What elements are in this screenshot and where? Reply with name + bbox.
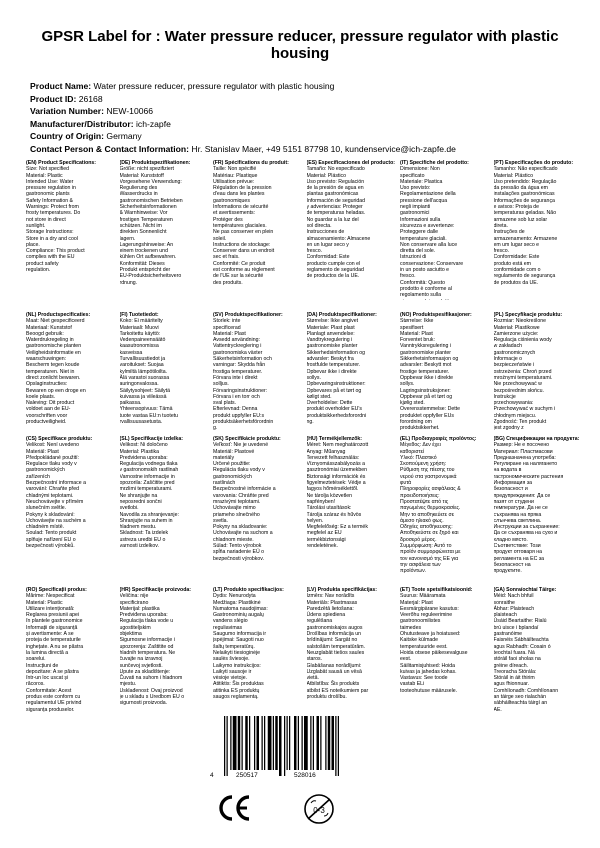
barcode-bar (224, 716, 225, 776)
barcode-bar (275, 716, 278, 770)
product-id-row: Product ID: 26168 (30, 93, 103, 104)
spec-da: (DA) Produktspecifikationer: Størrelse: Ikke angivet Materiale: Plast plast Planlagt anvendelse: Vandtrykregulering i gastronomiske planter Sikkerhedsinformation og advarsler: Beskyt fra frostfulde temperaturer. Opbevar ikke i direkte sollys. Opbevaringsinstruktioner: Opbevares på et tørt og køligt sted. Overholdelse: Dette produkt overholder EU's produktsikkerhedsforordni ng. (306, 312, 377, 426)
spec-el: (EL) Προδιαγραφές προϊόντος: Μέγεθος: Δεν έχει καθοριστεί Υλικό: Πλαστικό Σκοπούμενη χρήση: Ρύθμιση της πίεσης του νερού στα γαστρονομικά φυτά Πληροφορίες ασφάλειας & προειδοποιήσεις: Προστατέψτε από τις παγωμένες θερμοκρασίες. Μην το αποθηκεύετε σε άμεσο ηλιακό φως. Οδηγίες αποθήκευσης: Αποθηκεύστε σε ξηρό και δροσερό μέρος. Συμμόρφωση: Αυτό το προϊόν συμμορφώνεται με τον κανονισμό της ΕΕ για την ασφάλεια των προϊόντων. (400, 436, 477, 575)
barcode-bar (320, 716, 321, 770)
spec-et: (ET) Toote spetsifikatsioonid: Suurus: Määramata Materjal: Plast Eesmärgipärane kasutus: Veerõhu reguleerimine gastronoomilistes taimedes Ohutusteave ja hoiatused: Kaitske külmade temperatuuride eest. Hoida otsese päikesevalguse eest. Säilitamisjuhised: Hoida kuivas ja jahedas kohas. Vastavus: See toode vastab ELi tooteohutuse määrusele. (400, 587, 473, 694)
barcode-bar (249, 716, 250, 770)
spec-fr: (FR) Spécifications du produit: Taille: Non spécifié Matériau: Plastique Utilisation prévue: Régulation de la pression d'eau dans les plantes gastronomiques Informations de sécurité et avertissements: Protéger des températures glaciales. Ne pas conserver en plein soleil. Instructions de stockage: Conserver dans un endroit sec et frais. Conformité: Ce produit est conforme au règlement de l'UE sur la sécurité des produits. (213, 160, 289, 286)
barcode-bar (328, 716, 331, 770)
spec-nl: (NL) Productspecificaties: Maat: Niet gespecificeerd Materiaal: Kunststof Beoogd gebruik: Waterdrukregeling in gastronomische planten Veiligheidsinformatie en waarschuwingen: Bescherm tegen koude temperaturen. Niet in direct zonlicht bewaren. Opslaginstructies: Bewaren op een droge en koele plaats. Naleving: Dit product voldoet aan de EU- voorschriften voor productveiligheid. (26, 312, 91, 426)
barcode-bar (289, 716, 290, 770)
spec-ro: (RO) Specificații produs: Mărime: Nespecificat Material: Plastic Utilizare intenționată: Reglarea presiunii apei în plantele gastronomice Informații de siguranță și avertismente: A se proteja de temperaturile inghețate. A nu se păstra la lumina directă a soarelui. Instrucțiuni de depozitare: A se păstra într-un loc uscat și răcoros. Conformitate: Acest produs este conform cu regulamentul UE privind siguranța produselor. (26, 587, 87, 712)
country-of-origin-row: Country of Origin: Germany (30, 131, 142, 142)
spec-cs: (CS) Specifikace produktu: Velikost: Není uvedeno Materiál: Plast Předpokládané použití: Regulace tlaku vody v gastronomických zařízeních Bezpečnostní informace a varování: Chraňte před chladnými teplotami. Neuchovávejte v přímém slunečním světle. Pokyny k skladování: Uchovávejte na suchém a chladném místě. Soulad: Tento produkt splňuje nařízení EU o bezpečnosti výrobků. (26, 436, 93, 550)
age-label: 0-3 (313, 806, 325, 815)
barcode-bar (298, 716, 299, 770)
barcode-bar (287, 716, 288, 770)
barcode-bar (313, 716, 314, 770)
spec-de: (DE) Produktspezifikationen: Größe: nicht spezifiziert Material: Kunststoff Vorgesehene Verwendung: Regulierung des Wasserdrucks in gastronomischen Betrieben Sicherheitsinformationen & Warnhinweise: Vor frostigen Temperaturen schützen. Nicht im direkten Sonnenlicht lagern. Lagerungshinweise: An einem trockenen und kühlen Ort aufbewahren. Konformität: Dieses Produkt entspricht der EU-Produktsicherheitsvero rdnung. (119, 160, 191, 286)
barcode-bar (304, 716, 308, 770)
barcode-bar (262, 716, 263, 770)
barcode-bar (254, 716, 255, 770)
age-warning-icon (300, 792, 338, 826)
barcode-bar (338, 716, 339, 776)
barcode-left-digits: 250517 (236, 772, 258, 779)
spec-es: (ES) Especificaciones del producto: Tamaño: No especificado Material: Plástico Uso previsto: Regulación de la presión de agua en plantas gastronómicas Información de seguridad y advertencias: Proteger de temperaturas heladas. No guardar a la luz del sol directa. Instrucciones de almacenamiento: Almacene en un lugar seco y fresco. Conformidad: Este producto cumple con el reglamento de seguridad de productos de la UE. (306, 160, 395, 280)
spec-en: (EN) Product Specifications: Size: Not specified Material: Plastic Intended Use: Water pressure regulation in gastronomic plants Safety Information & Warnings: Protect from frosty temperatures. Do not store in direct sunlight. Storage Instructions: Store in a dry and cool place. Compliance: This product complies with the EU product safety regulation. (26, 160, 97, 274)
barcode-bar (294, 716, 297, 770)
specs-row-1 (26, 160, 584, 300)
barcode-bar (268, 716, 272, 770)
barcode-right-digits: 528016 (294, 772, 316, 779)
spec-pt: (PT) Especificações do produto: Tamanho: Não especificado Material: Plástico Uso pretendido: Regulação da pressão da água em instalações gastronómicas Informações de segurança e avisos: Proteja de temperaturas geladas. Não armazene sob luz solar direta. Instruções de armazenamento: Armazene em um lugar seco e fresco. Conformidade: Este produto está em conformidade com o regulamento de segurança de produtos da UE. (493, 160, 574, 286)
manufacturer-row: Manufacturer/Distributor: ich-zapfe (30, 118, 171, 129)
barcode-bar (230, 716, 231, 770)
spec-hr: (HR) Specifikacije proizvoda: Veličina: nije specificirano Materijal: plastika Predviđena uporaba: Regulacija tlaka vode u ugostiteljskim objektima Sigurnosne informacije i upozorenja: Zaštitite od hladnih temperatura. Ne čuvajte na izravnoj sunčevoj svjetlosti. Upute za skladištenje: Čuvati na suhom i hladnom mjestu. Usklađenost: Ovaj proizvod je u skladu s Uredbom EU o sigurnosti proizvoda. (119, 587, 191, 707)
spec-pl: (PL) Specyfikacje produktu: Rozmiar: Nieokreślone Materiał: Plastikowe Zamierzone użycie: Regulacja ciśnienia wody w zakładach gastronomicznych Informacje o bezpieczeństwie i ostrzeżenia: Chroń przed mroźnymi temperaturami. Nie przechowywać w bezpośrednim słońcu. Instrukcje przechowywania: Przechowywać w suchym i chłodnym miejscu. Zgodność: Ten produkt jest zgodny z (493, 312, 563, 430)
barcode-bar (273, 716, 274, 770)
barcode-bar (233, 716, 237, 770)
barcode-bar (227, 716, 228, 776)
barcode-bar (317, 716, 320, 770)
barcode-bar (238, 716, 241, 770)
spec-sl: (SL) Specifikacije izdelka: Velikost: Ni določeno Material: Plastika Predvidena uporaba: Regulacija vodnega tlaka v gastronomskih rastlinah Varnostne informacije in opozorila: Zaščitite pred mrzlimi temperaturami. Ne shranjujte na neposredni sončni svetlobi. Navodila za shranjevanje: Shranjujte na suhem in hladnem mestu. Skladnost: Ta izdelek ustreza uredbi EU o varnosti izdelkov. (119, 436, 183, 550)
spec-fi: (FI) Tuotetiedot: Koko: Ei määritelty Materiaali: Muovi Tarkoitettu käyttö: Vedenpaineensäätö kaasutronomissa kasveissa Turvallisuustiedot ja varoitukset: Suojaa kylmiltä lämpötiloilta. Älä varastoi suorassa auringonvalossa. Säilytysohjeet: Säilytä kuivassa ja viileässä paikassa. Yhteensopivuus: Tämä tuote vastaa EU:n tuotetu rvallisuusasetusta. (119, 312, 179, 426)
spec-ga: (GA) Sonraíochtaí Táirge: Méid: Nach bhfuil sonraithe Ábhar: Plaisteach plaisteach Úsáid Beartaithe: Rialú brú uisce i bplandaí gastranóime Faisnéis Sábháilteachta agus Rabhadh: Cosain ó teochtaí fuara. Ná stóráil faoi sholas na gréine díreach. Treoracha Stórála: Stóráil in áit thirim agus fhionnuar. Comhlíonadh: Comhlíonann an táirge seo rialachán sábháilteachta táirgí an AE. (493, 587, 559, 712)
barcode-bar (302, 716, 303, 770)
barcode-prefix: 4 (210, 772, 214, 779)
barcode-bar (325, 716, 326, 770)
spec-hu: (HU) Termékjellemzők: Méret: Nem meghatározott Anyag: Műanyag Tervezett felhasználás: Víznyomásszabályozás a gasztronómiai üzemekben Biztonsági információk és figyelmeztetések: Védje a fagyos hőmérséklettől. Ne tárolja közvetlen napfényben! Tárolási utasítások: Tárolja száraz és hűvös helyen. Megfelelőség: Ez a termék megfelel az EU termékbiztonsági rendeletének. (306, 436, 369, 550)
contact-row: Contact Person & Contact Information: Hr. Stanislav Maer, +49 5151 87798 10, kundenservice@ich-zapfe.de (30, 143, 456, 154)
barcode-bar (257, 716, 260, 770)
spec-lv: (LV) Produkta specifikācijas: Izmērs: Nav norādīts Materiāls: Plastmasas Paredzētā lietošana: Ūdens spiediena regulēšana gastronomiskajos augos Drošības informācija un brīdinājumi: Sargāt no salstošām temperatūrām. Neuzglabāt tiešos saules staros. Glabāšanas norādījumi: Uzglabāt sausā un vēsā vietā. Atbilstība: Šis produkts atbilst ES noteikumiem par produktu drošību. (306, 587, 378, 701)
ce-mark-icon (218, 794, 252, 822)
product-info (30, 80, 590, 156)
barcode-bar (335, 716, 336, 776)
spec-sv: (SV) Produktspecifikationer: Storlek: inte specificerad Material: Plast Avsedd användning: Vattentryckreglering i gastronomiska växter Säkerhetsinformation och varningar: Skydda från frostiga temperaturer. Förvara inte i direkt solljus. Förvaringsinstruktioner: Förvara i en torr och sval plats. Efterlevnad: Denna produkt uppfyller EU:s produktsäkerhetsförordnin g. (213, 312, 283, 430)
spec-lt: (LT) Produkto specifikacijos: Dydis: Nenurodyta Medžiaga: Plastikinė Numatoma naudojimas: Gastronominių augalų vandens slėgio reguliavimas Saugumo informacija ir įspėjimai: Saugoti nuo šaltų temperatūrų. Nelaikyti tiesioginėje saulės šviesoje. Laikymo instrukcijos: Laikyti sausoje ir vėsioje vietoje. Atitiktis: Šis produktas atitinka ES produktų saugos reglamentą. (213, 587, 284, 701)
ean-barcode (218, 716, 343, 778)
barcode-bar (264, 716, 265, 770)
spec-bg: (BG) Спецификации на продукта: Размер: Не е посочено Материал: Пластмасови Предназначена употреба: Регулиране на налягането на водата в гастрономическите растения Информация за безопасност и предупреждения: Да се пазят от студени температури. Да не се съхранява на пряка слънчева светлина. Инструкции за съхранение: Да се съхранява на сухо и хладно място. Съответствие: Този продукт отговаря на регламента на ЕС за безопасност на продуктите. (493, 436, 580, 575)
spec-it: (IT) Specifiche del prodotto: Dimensione: Non specificato Materiale: Plastica Uso previsto: Regolamentazione della pressione dell'acqua negli impianti gastronomici Informazioni sulla sicurezza e avvertenze: Proteggere dalle temperature glaciali. Non conservare alla luce diretta del sole. Istruzioni di conservazione: Conservare in un posto asciutto e fresco. Conformità: Questo prodotto è conforme al regolamento sulla (400, 160, 469, 299)
specs-row-3 (26, 436, 584, 576)
barcode-bar (284, 716, 285, 776)
specs-row-4 (26, 587, 584, 712)
barcode-bar (245, 716, 248, 770)
specs-row-2 (26, 312, 584, 430)
barcode-bar (279, 716, 282, 776)
variation-number-row: Variation Number: NEW-10066 (30, 106, 154, 117)
barcode-bar (242, 716, 243, 770)
barcode-bar (332, 716, 335, 770)
spec-sk: (SK) Špecifikácie produktu: Veľkosť: Nie je uvedené Materiál: Plastové materiály Určené použitie: Regulácia tlaku vody v gastronomických rastlinách Bezpečnostné informácie a varovania: Chráňte pred mrazivými teplotami. Uchovávajte mimo priameho slnečného svetla. Pokyny na skladovanie: Uchovávajte na suchom a chladnom mieste. Súlad: Tento výrobok spĺňa nariadenie EÚ o bezpečnosti výrobkov. (213, 436, 281, 562)
product-name-row: Product Name: Water pressure reducer, pressure regulator with plastic housing (30, 81, 335, 91)
spec-no: (NO) Produktspesifikasjoner: Størrelse: Ikke spesifisert Material: Plast Forventet bruk: Vanntrykksregulering i gastronomiske planter Sikkerhetsinformasjon og advarsler: Beskytt mot frostige temperaturer. Oppbevar ikke i direkte sollys. Lagringsinstruksjoner: Oppbevar på et tørt og kjølig sted. Overensstemmelse: Dette produktet oppfyller EUs forordning om produktsikkerhet. (400, 312, 472, 430)
label-title: GPSR Label for : Water pressure reducer, pressure regulator with plastic housing (41, 28, 559, 62)
barcode-bar (310, 716, 311, 770)
